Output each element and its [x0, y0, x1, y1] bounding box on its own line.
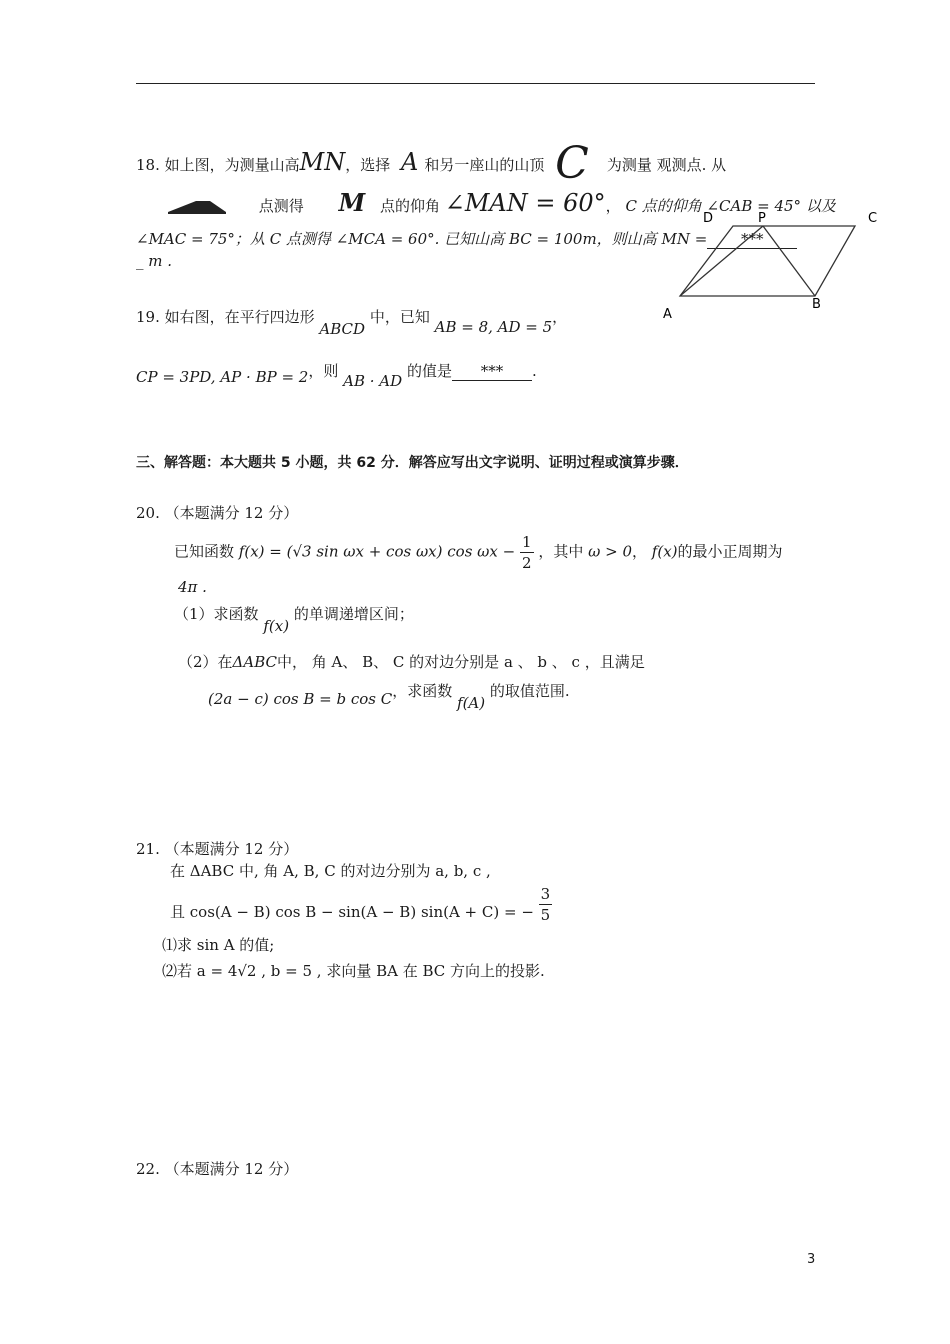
- q21-line1: 在 ΔABC 中, 角 A, B, C 的对边分别为 a, b, c ,: [170, 862, 491, 880]
- q21-part2: ⑵若 a = 4√2 , b = 5 , 求向量 BA 在 BC 方向上的投影.: [162, 962, 545, 980]
- label-b: B: [812, 297, 821, 312]
- math-given2: CP = 3PD, AP · BP = 2: [136, 368, 309, 386]
- label-p: P: [758, 211, 766, 226]
- q19-line1: 19. 如右图，在平行四边形 ABCD 中，已知 AB = 8, AD = 5，: [136, 308, 568, 338]
- page-number: 3: [807, 1252, 816, 1267]
- math-c: C: [555, 138, 589, 189]
- mountain-shape-image: [166, 198, 232, 216]
- fraction-three-fifths: $\frac{3}{5}$: [540, 885, 551, 924]
- q19-line2: CP = 3PD, AP · BP = 2，则 AB · AD 的值是 *** .: [136, 362, 537, 390]
- math-function: f(x) = (√3 sin ωx + cos ωx) cos ωx −: [238, 542, 516, 561]
- math-abcd: ABCD: [319, 320, 366, 338]
- q18-line4: _ m .: [136, 252, 173, 270]
- q20-heading: 20. （本题满分 12 分）: [136, 504, 299, 522]
- segment-bp: [763, 226, 815, 296]
- q20-part2-line2: (2a − c) cos B = b cos C，求函数 f(A) 的取值范围.: [208, 682, 570, 712]
- math-target: AB · AD: [343, 372, 403, 390]
- q21-line2: 且 cos(A − B) cos B − sin(A − B) sin(A + C) = − $\frac{3}{5}$: [170, 885, 551, 924]
- q18-line3: ∠MAC = 75°；从 C 点测得 ∠MCA = 60°. 已知山高 BC = 100m，则山高 MN = ***: [136, 228, 797, 249]
- parallelogram-abcd: [680, 226, 855, 296]
- q20-period: 4π .: [178, 578, 207, 596]
- q20-part1: （1）求函数 f(x) 的单调递增区间；: [174, 605, 414, 635]
- math-mn: MN: [299, 148, 346, 176]
- label-d: D: [703, 211, 714, 226]
- q18-text: 18. 如上图，为测量山高: [136, 156, 300, 174]
- math-given1: AB = 8, AD = 5: [434, 318, 553, 336]
- answer-blank-18: ***: [707, 230, 797, 249]
- parallelogram-figure: [655, 208, 885, 326]
- q18-line1: 18. 如上图，为测量山高MN，选择 A 和另一座山的山顶 C 为测量 观测点. 从: [136, 138, 727, 189]
- math-m: M: [338, 188, 366, 217]
- header-rule: [136, 83, 815, 84]
- q18-line2: 点测得 M 点的仰角 ∠MAN = 60°， C 点的仰角 ∠CAB = 45° 以及: [166, 188, 836, 217]
- q21-part1: ⑴求 sin A 的值;: [162, 936, 275, 954]
- label-a: A: [663, 307, 672, 322]
- label-c: C: [868, 211, 878, 226]
- answer-blank-19: ***: [452, 362, 532, 381]
- segment-ap: [680, 226, 763, 296]
- fraction-one-half: $\frac{1}{2}$: [521, 533, 532, 572]
- q21-heading: 21. （本题满分 12 分）: [136, 840, 299, 858]
- q20-line1: 已知函数 f(x) = (√3 sin ωx + cos ωx) cos ωx − $\frac{1}{2}$ ，其中 ω > 0， f(x)的最小正周期为: [174, 533, 783, 572]
- math-a: A: [401, 148, 419, 176]
- section-title: 三、解答题：本大题共 5 小题，共 62 分．解答应写出文字说明、证明过程或演算步骤．: [136, 455, 689, 471]
- q20-part2: （2）在ΔABC中， 角 A、 B、 C 的对边分别是 a 、 b 、 c ，且满足: [178, 653, 645, 671]
- q22-heading: 22. （本题满分 12 分）: [136, 1160, 299, 1178]
- math-angle-man: ∠MAN = 60°: [444, 189, 606, 217]
